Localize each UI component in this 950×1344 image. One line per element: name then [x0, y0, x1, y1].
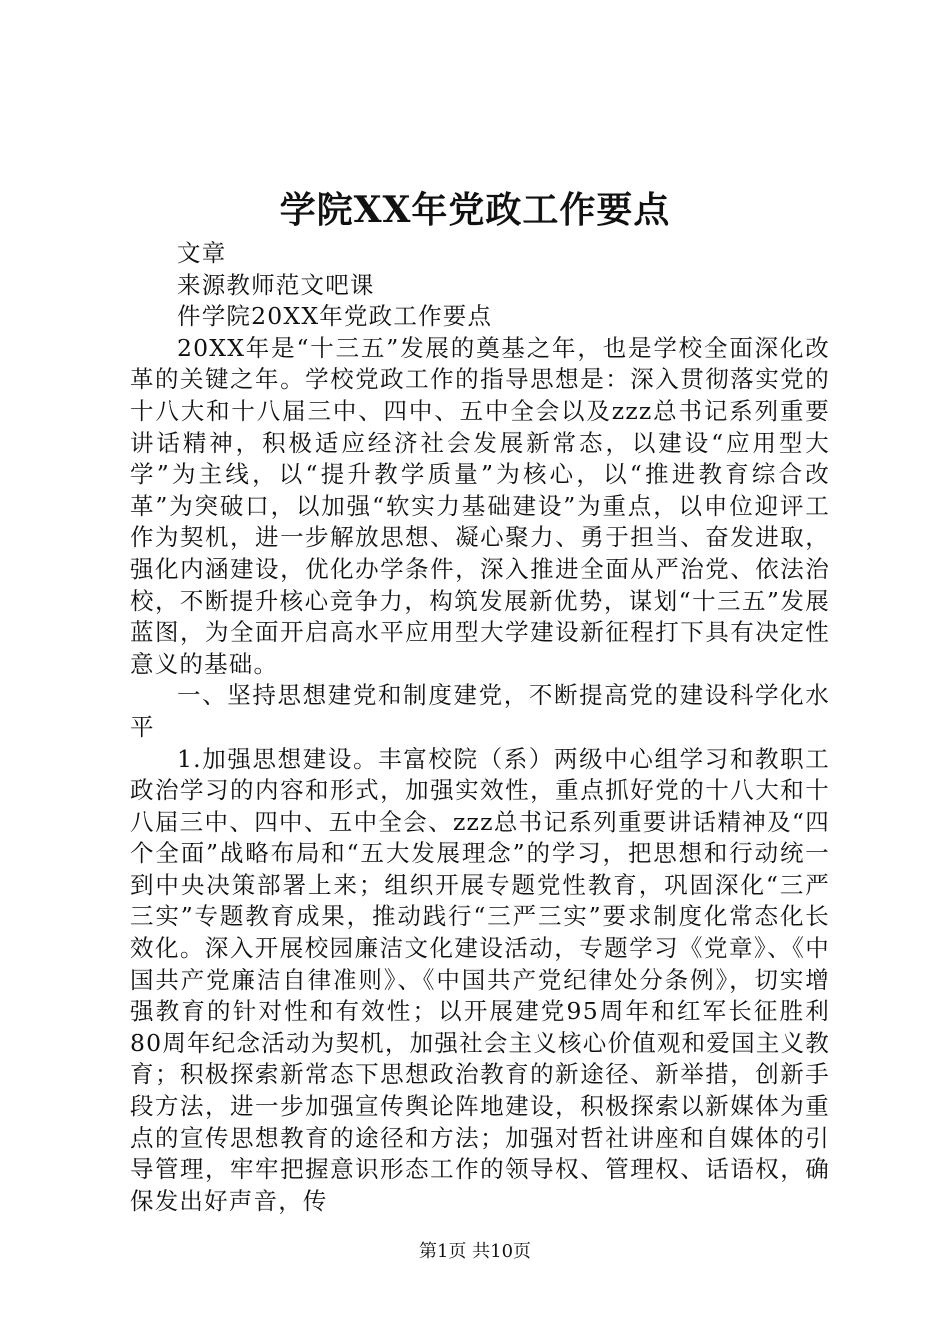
- paragraph-article: 文章: [177, 239, 227, 267]
- section-heading-1: 一、坚持思想建党和制度建党，不断提高党的建设科学化水平: [130, 681, 830, 741]
- paragraph-subtitle: 件学院20XX年党政工作要点: [177, 302, 493, 331]
- document-body: [130, 238, 830, 1217]
- paragraph-source: 来源教师范文吧课: [177, 270, 375, 299]
- page-title: 学院XX年党政工作要点: [279, 189, 671, 231]
- page-footer: 第1页 共10页: [418, 1241, 532, 1262]
- paragraph-guiding-thought: 20XX年是“十三五”发展的奠基之年，也是学校全面深化改革的关键之年。学校党政工作的指导思想是：深入贯彻落实党的十八大和十八届三中、四中、五中全会以及zzz总书记系列重要讲话精神，积极适应经济社会发展新常态，以建设“应用型大学”为主线，以“提升教学质量”为核心，以“推进教育综合改革”为突破口，以加强“软实力基础建设”为重点，以申位迎评工作为契机，进一步解放思想、凝心聚力、勇于担当、奋发进取，强化内涵建设，优化办学条件，深入推进全面从严治党、依法治校，不断提升核心竞争力，构筑发展新优势，谋划“十三五”发展蓝图，为全面开启高水平应用型大学建设新征程打下具有决定性意义的基础。: [130, 333, 830, 678]
- paragraph-ideology-building: 1.加强思想建设。丰富校院（系）两级中心组学习和教职工政治学习的内容和形式，加强实效性，重点抓好党的十八大和十八届三中、四中、五中全会、zzz总书记系列重要讲话精神及“四个全面”战略布局和“五大发展理念”的学习，把思想和行动统一到中央决策部署上来；组织开展专题党性教育，巩固深化“三严三实”专题教育成果，推动践行“三严三实”要求制度化常态化长效化。深入开展校园廉洁文化建设活动，专题学习《党章》、《中国共产党廉洁自律准则》、《中国共产党纪律处分条例》，切实增强教育的针对性和有效性；以开展建党95周年和红军长征胜利80周年纪念活动为契机，加强社会主义核心价值观和爱国主义教育；积极探索新常态下思想政治教育的新途径、新举措，创新手段方法，进一步加强宣传舆论阵地建设，积极探索以新媒体为重点的宣传思想教育的途径和方法；加强对哲社讲座和自媒体的引导管理，牢牢把握意识形态工作的领导权、管理权、话语权，确保发出好声音，传: [130, 744, 830, 1215]
